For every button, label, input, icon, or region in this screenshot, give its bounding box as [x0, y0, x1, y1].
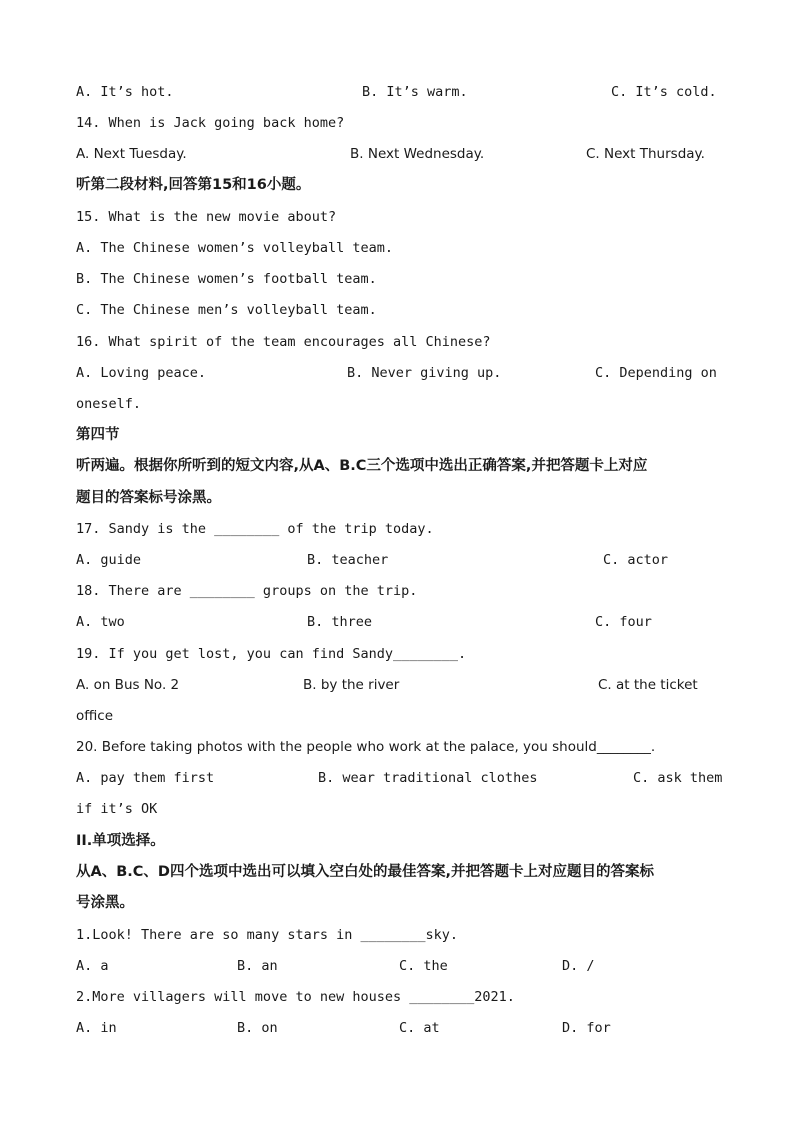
q14-option-c: C. Next Thursday. — [586, 146, 705, 162]
q14-options — [76, 144, 718, 164]
q17-stem: 17. Sandy is the ________ of the trip today. — [76, 521, 434, 537]
q20-options — [76, 768, 723, 788]
q18-option-a: A. two — [76, 614, 125, 630]
q17-option-c: C. actor — [603, 552, 669, 568]
part4-instructions-line1: 听两遍。根据你所听到的短文内容,从A、B.C三个选项中选出正确答案,并把答题卡上对应 — [76, 458, 648, 474]
q14-option-a: A. Next Tuesday. — [76, 146, 187, 162]
q20-option-c-continued: if it’s OK — [76, 801, 158, 817]
part4-heading: 第四节 — [76, 427, 120, 443]
mc2-option-a: A. in — [76, 1020, 117, 1036]
q15-option-a: A. The Chinese women’s volleyball team. — [76, 240, 393, 256]
q16-options — [76, 363, 718, 383]
mc1-stem: 1.Look! There are so many stars in ________sky. — [76, 927, 459, 943]
q20-option-c: C. ask them — [633, 770, 723, 786]
q17-option-b: B. teacher — [307, 552, 389, 568]
section-ii-instructions-line1: 从A、B.C、D四个选项中选出可以填入空白处的最佳答案,并把答题卡上对应题目的答案标 — [76, 864, 654, 880]
q17-option-a: A. guide — [76, 552, 142, 568]
q16-option-c: C. Depending on — [595, 365, 717, 381]
mc2-option-b: B. on — [237, 1020, 278, 1036]
q19-options — [76, 675, 718, 695]
q13-option-c: C. It’s cold. — [611, 84, 717, 100]
q13-option-b: B. It’s warm. — [362, 84, 468, 100]
mc2-options — [76, 1018, 718, 1038]
mc2-stem: 2.More villagers will move to new houses ________2021. — [76, 989, 515, 1005]
mc1-option-a: A. a — [76, 958, 109, 974]
q15-option-b: B. The Chinese women’s football team. — [76, 271, 377, 287]
q18-options — [76, 612, 718, 632]
q20-option-b: B. wear traditional clothes — [318, 770, 538, 786]
section-ii-heading: II.单项选择。 — [76, 833, 165, 849]
q18-option-c: C. four — [595, 614, 652, 630]
q16-stem: 16. What spirit of the team encourages all Chinese? — [76, 334, 491, 350]
mc2-option-c: C. at — [399, 1020, 440, 1036]
q16-option-b: B. Never giving up. — [347, 365, 502, 381]
q19-option-b: B. by the river — [303, 677, 400, 693]
q20-stem: 20. Before taking photos with the people who work at the palace, you should________. — [76, 739, 656, 755]
q19-option-c-continued: office — [76, 708, 114, 724]
q13-options — [76, 82, 718, 102]
mc1-option-c: C. the — [399, 958, 448, 974]
q19-stem: 19. If you get lost, you can find Sandy________. — [76, 646, 467, 662]
mc1-options — [76, 956, 718, 976]
mc1-option-d: D. / — [562, 958, 595, 974]
q18-option-b: B. three — [307, 614, 373, 630]
q14-stem: 14. When is Jack going back home? — [76, 115, 345, 131]
q20-option-a: A. pay them first — [76, 770, 215, 786]
section2-heading: 听第二段材料,回答第15和16小题。 — [76, 177, 311, 193]
mc2-option-d: D. for — [562, 1020, 611, 1036]
q15-stem: 15. What is the new movie about? — [76, 209, 337, 225]
q13-option-a: A. It’s hot. — [76, 84, 174, 100]
q18-stem: 18. There are ________ groups on the trip. — [76, 583, 418, 599]
q19-option-a: A. on Bus No. 2 — [76, 677, 180, 693]
mc1-option-b: B. an — [237, 958, 278, 974]
q16-option-a: A. Loving peace. — [76, 365, 207, 381]
q16-option-c-continued: oneself. — [76, 396, 142, 412]
q15-option-c: C. The Chinese men’s volleyball team. — [76, 302, 377, 318]
q17-options — [76, 550, 718, 570]
q19-option-c: C. at the ticket — [598, 677, 698, 693]
section-ii-instructions-line2: 号涂黑。 — [76, 895, 134, 911]
part4-instructions-line2: 题目的答案标号涂黑。 — [76, 490, 221, 506]
q14-option-b: B. Next Wednesday. — [350, 146, 485, 162]
